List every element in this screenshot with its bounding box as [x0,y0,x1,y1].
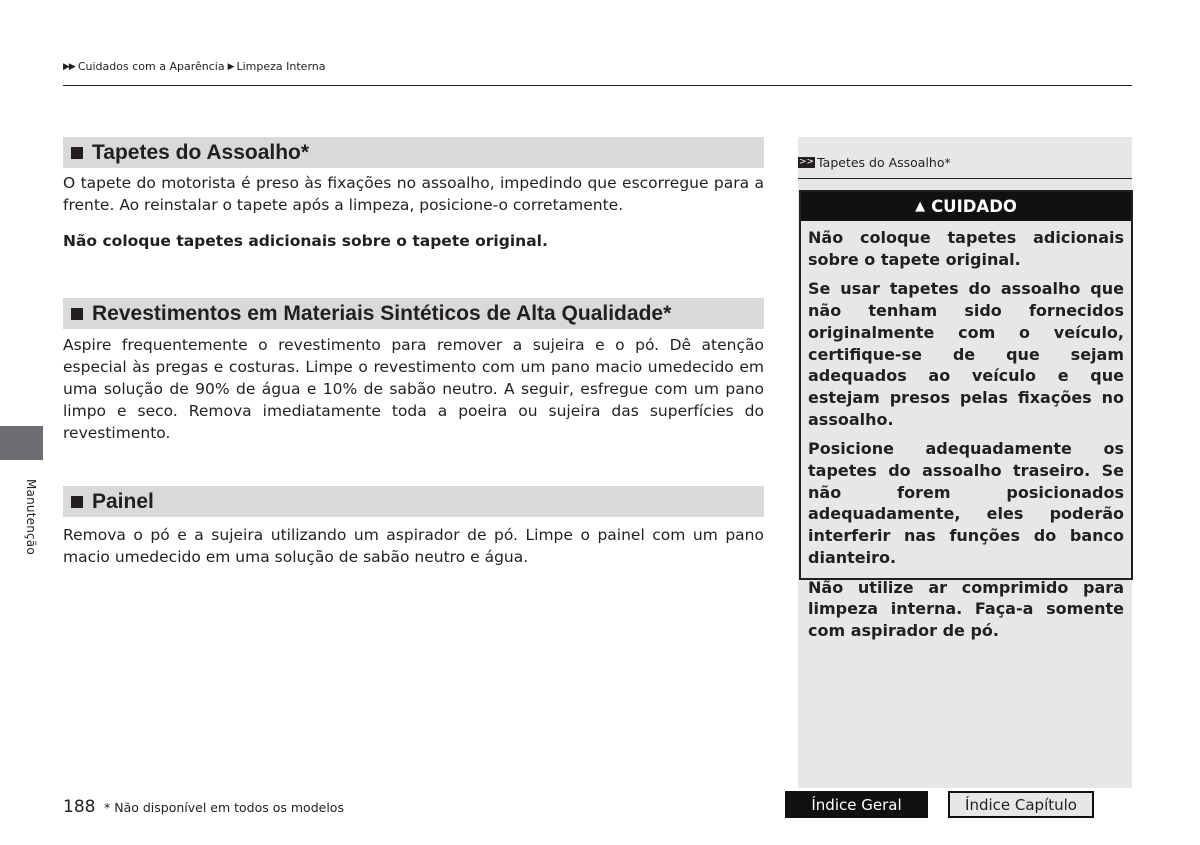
section-heading-text: Painel [92,489,154,513]
square-bullet-icon [71,147,83,159]
sidebar-reference[interactable] [798,155,951,170]
general-index-button[interactable]: Índice Geral [785,791,928,818]
page-number: 188 [63,797,96,817]
chapter-index-button[interactable]: Índice Capítulo [948,791,1094,818]
breadcrumb-item-care[interactable]: Cuidados com a Aparência [77,60,225,73]
section-heading-synthetic-upholstery [63,298,764,329]
caution-paragraph: Se usar tapetes do assoalho que não tenham sido fornecidos originalmente com o veículo, certifique-se de que sejam adequados ao veículo e que estejam presos pelas fixações no assoalho. [808,279,1124,429]
breadcrumb [63,60,325,73]
synthetic-upholstery-paragraph: Aspire frequentemente o revestimento para remover a sujeira e o pó. Dê atenção especial às pregas e costuras. Limpe o revestimento com um pano macio umedecido em uma solução de 90% de água e 10% de sabão neutro. A seguir, esfregue com um pano limpo e seco. Remova imediatamente toda a poeira ou sujeira das superfícies do revestimento. [63,336,764,442]
triangle-right-icon: ▶ [227,61,234,72]
section-heading-floor-mats [63,137,764,168]
chapter-side-label: Manutenção [24,479,38,555]
caution-paragraph: Não coloque tapetes adicionais sobre o tapete original. [808,228,1124,269]
floor-mats-paragraph: O tapete do motorista é preso às fixações no assoalho, impedindo que escorregue para a frente. Ao reinstalar o tapete após a limpeza, posicione-o corretamente. [63,174,764,214]
caution-box [799,190,1133,640]
double-triangle-right-icon: ▶▶ [63,61,75,72]
footnote: * Não disponível em todos os modelos [104,800,344,815]
caution-paragraph: Posicione adequadamente os tapetes do assoalho traseiro. Se não forem posicionados adequadamente, eles poderão interferir nas funções do banco dianteiro. [808,439,1124,567]
section-heading-dashboard [63,486,764,517]
caution-body [801,221,1131,642]
dashboard-paragraph: Remova o pó e a sujeira utilizando um aspirador de pó. Limpe o painel com um pano macio umedecido em uma solução de sabão neutro e água. [63,526,764,566]
floor-mats-warning-paragraph: Não coloque tapetes adicionais sobre o tapete original. [63,232,548,250]
section-heading-text: Tapetes do Assoalho* [92,140,310,164]
caution-header [801,192,1131,221]
section-heading-text: Revestimentos em Materiais Sintéticos de Alta Qualidade* [92,301,672,325]
warning-triangle-icon: ▲ [915,199,926,214]
header-divider [63,85,1132,86]
square-bullet-icon [71,308,83,320]
sidebar-divider [798,178,1132,179]
caution-title: CUIDADO [931,197,1017,216]
caution-paragraph: Não utilize ar comprimido para limpeza interna. Faça-a somente com aspirador de pó. [808,577,1124,640]
sidebar-reference-label: Tapetes do Assoalho* [817,155,951,170]
chapter-tab-marker [0,426,43,460]
square-bullet-icon [71,496,83,508]
double-chevron-right-icon: >> [799,157,815,167]
breadcrumb-item-interior-cleaning[interactable]: Limpeza Interna [236,60,326,73]
